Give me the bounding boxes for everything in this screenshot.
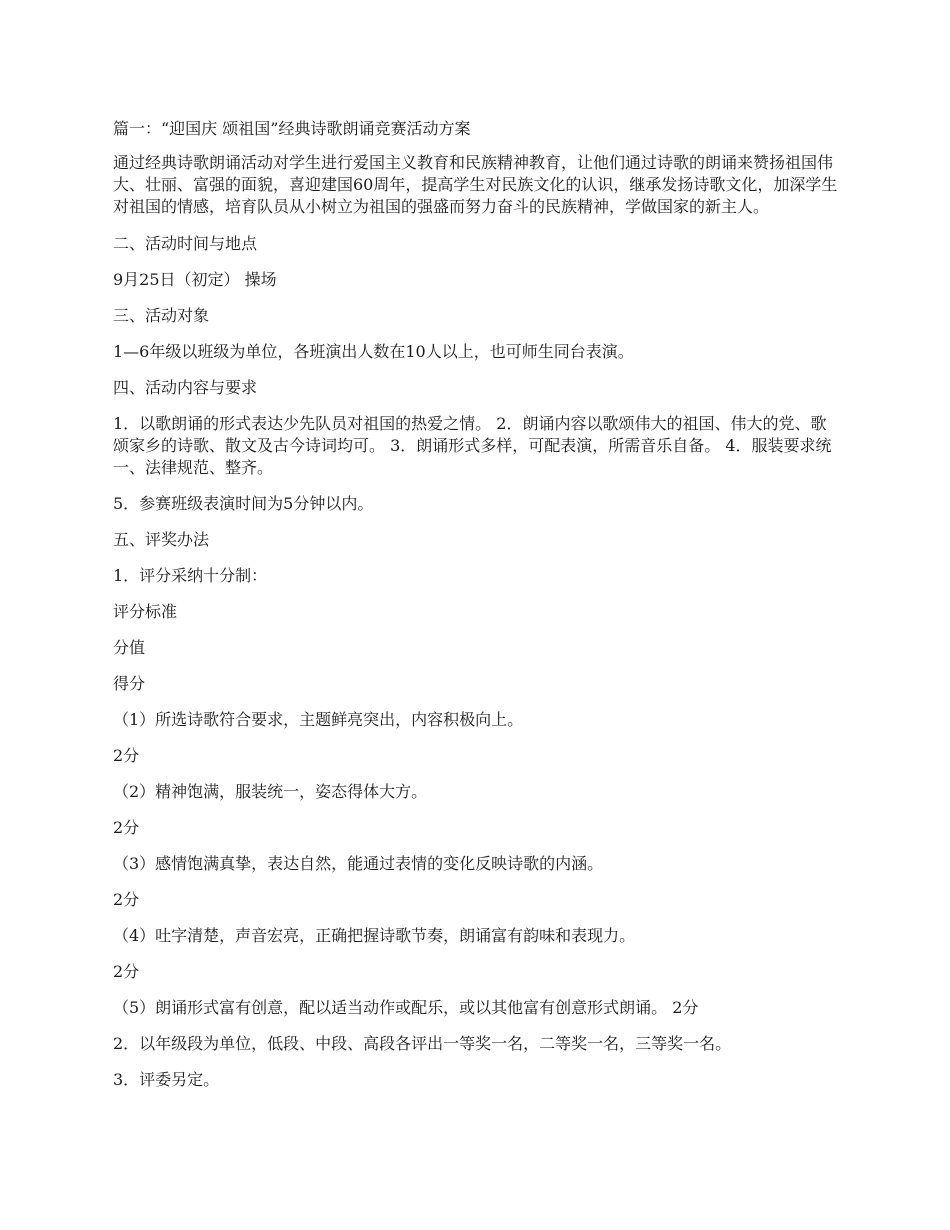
criterion-3-points: 2分 [113, 890, 140, 909]
criterion-1: （1）所选诗歌符合要求，主题鲜亮突出，内容积极向上。 [113, 710, 524, 729]
criterion-1-points: 2分 [113, 746, 140, 765]
criterion-5: （5）朗诵形式富有创意，配以适当动作或配乐，或以其他富有创意形式朗诵。 2分 [113, 998, 699, 1017]
section4-body: 1．以歌朗诵的形式表达少先队员对祖国的热爱之情。 2．朗诵内容以歌颂伟大的祖国、伟大的党、歌颂家乡的诗歌、散文及古今诗词均可。 3．朗诵形式多样，可配表演，所需音乐自备。 4．服装要求统一、法律规范、整齐。 [113, 414, 832, 477]
criterion-3: （3）感情饱满真挚，表达自然，能通过表情的变化反映诗歌的内涵。 [113, 854, 604, 873]
criterion-4: （4）吐字清楚，声音宏亮，正确把握诗歌节奏，朗诵富有韵味和表现力。 [113, 926, 636, 945]
section4-heading: 四、活动内容与要求 [113, 378, 258, 397]
section3-heading: 三、活动对象 [113, 306, 210, 325]
criterion-2: （2）精神饱满，服装统一，姿态得体大方。 [113, 782, 428, 801]
document-title: 篇一：“迎国庆 颂祖国”经典诗歌朗诵竞赛活动方案 [113, 119, 471, 138]
judges-note: 3．评委另定。 [113, 1070, 220, 1089]
document-page [113, 118, 838, 1105]
section5-heading: 五、评奖办法 [113, 530, 210, 549]
column-score: 得分 [113, 674, 146, 693]
section2-heading: 二、活动时间与地点 [113, 234, 258, 253]
column-standard: 评分标准 [113, 602, 178, 621]
criterion-4-points: 2分 [113, 962, 140, 981]
section4-item5: 5．参赛班级表演时间为5分钟以内。 [113, 494, 374, 513]
section2-body: 9月25日（初定） 操场 [113, 270, 277, 289]
section3-body: 1—6年级以班级为单位，各班演出人数在10人以上，也可师生同台表演。 [113, 342, 634, 361]
criterion-2-points: 2分 [113, 818, 140, 837]
scoring-intro: 1．评分采纳十分制： [113, 566, 268, 585]
award-rule: 2．以年级段为单位，低段、中段、高段各评出一等奖一名，二等奖一名，三等奖一名。 [113, 1034, 732, 1053]
intro-paragraph: 通过经典诗歌朗诵活动对学生进行爱国主义教育和民族精神教育，让他们通过诗歌的朗诵来赞扬祖国伟大、壮丽、富强的面貌，喜迎建国60周年，提高学生对民族文化的认识，继承发扬诗歌文化，加深学生对祖国的情感，培育队员从小树立为祖国的强盛而努力奋斗的民族精神，学做国家的新主人。 [113, 153, 838, 216]
column-value: 分值 [113, 638, 146, 657]
